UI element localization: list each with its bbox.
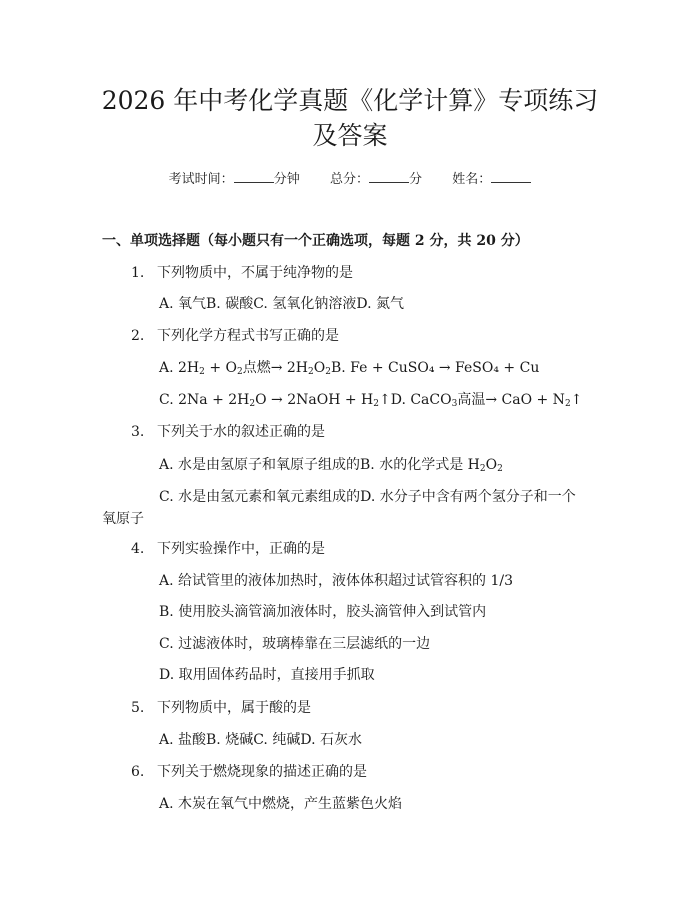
question-text: 下列化学方程式书写正确的是 bbox=[157, 328, 339, 344]
question-1-options bbox=[159, 293, 404, 313]
document-title-line2: 及答案 bbox=[312, 121, 388, 150]
option-d: D. 石灰水 bbox=[300, 732, 362, 748]
option-c: C. 过滤液体时，玻璃棒靠在三层滤纸的一边 bbox=[159, 636, 431, 652]
section-heading: 一、单项选择题（每小题只有一个正确选项，每题 2 分，共 20 分） bbox=[102, 233, 529, 249]
question-number: 5. bbox=[131, 700, 145, 716]
question-4 bbox=[131, 538, 325, 558]
option-d-continuation: 氧原子 bbox=[102, 511, 144, 527]
option-a: A. 盐酸 bbox=[159, 732, 207, 748]
question-number: 2. bbox=[131, 328, 145, 344]
question-3-options-row1 bbox=[159, 454, 503, 474]
option-b: B. Fe + CuSO₄ → FeSO₄ + Cu bbox=[330, 360, 540, 376]
question-5 bbox=[131, 697, 311, 717]
score-blank[interactable] bbox=[369, 170, 409, 183]
name-blank[interactable] bbox=[491, 170, 531, 183]
option-a: A. 给试管里的液体加热时，液体体积超过试管容积的 1/3 bbox=[159, 573, 513, 589]
option-c: C. 水是由氢元素和氧元素组成的 bbox=[159, 489, 361, 505]
question-text: 下列物质中，属于酸的是 bbox=[157, 700, 311, 716]
question-text: 下列物质中，不属于纯净物的是 bbox=[157, 265, 353, 281]
question-number: 6. bbox=[131, 764, 145, 780]
question-1 bbox=[131, 262, 353, 282]
question-number: 1. bbox=[131, 265, 145, 281]
question-5-options bbox=[159, 729, 362, 749]
option-a: A. 水是由氢原子和氧原子组成的 bbox=[159, 457, 361, 473]
option-c: C. 纯碱 bbox=[253, 732, 301, 748]
question-text: 下列实验操作中，正确的是 bbox=[157, 541, 325, 557]
option-b: B. 烧碱 bbox=[206, 732, 254, 748]
question-2-options-row2 bbox=[159, 389, 582, 409]
question-text: 下列关于燃烧现象的描述正确的是 bbox=[157, 764, 367, 780]
question-3 bbox=[131, 421, 325, 441]
option-d: D. 氮气 bbox=[356, 296, 404, 312]
option-b: B. 水的化学式是 $H_2O_2$ bbox=[360, 457, 503, 474]
document-title-line1: 2026 年中考化学真题《化学计算》专项练习 bbox=[101, 86, 599, 115]
question-number: 4. bbox=[131, 541, 145, 557]
question-2 bbox=[131, 325, 339, 345]
name-label: 姓名： bbox=[452, 172, 492, 187]
score-unit: 分 bbox=[409, 172, 423, 187]
option-a: A. 氧气 bbox=[159, 296, 207, 312]
option-a: A. $2H_2 + O_2$点燃→ $2H_2O_2$ bbox=[159, 360, 331, 377]
question-number: 3. bbox=[131, 424, 145, 440]
time-label: 考试时间： bbox=[168, 172, 234, 187]
question-6 bbox=[131, 761, 367, 781]
option-a: A. 木炭在氧气中燃烧，产生蓝紫色火焰 bbox=[159, 796, 403, 812]
option-d: D. CaCO$_3$高温→ CaO + $N_2↑$ bbox=[390, 392, 583, 409]
question-text: 下列关于水的叙述正确的是 bbox=[157, 424, 325, 440]
option-d: D. 水分子中含有两个氢分子和一个 bbox=[360, 489, 576, 505]
time-unit: 分钟 bbox=[273, 172, 300, 187]
time-blank[interactable] bbox=[234, 170, 274, 183]
option-b: B. 碳酸 bbox=[206, 296, 254, 312]
exam-info-row bbox=[0, 168, 700, 187]
option-d: D. 取用固体药品时，直接用手抓取 bbox=[159, 667, 375, 683]
question-2-options-row1 bbox=[159, 357, 539, 377]
option-b: B. 使用胶头滴管滴加液体时，胶头滴管伸入到试管内 bbox=[159, 604, 487, 620]
option-c: C. 氢氧化钠溶液 bbox=[253, 296, 357, 312]
question-3-options-row2 bbox=[159, 486, 576, 506]
score-label: 总分： bbox=[329, 172, 369, 187]
option-c: C. $2Na + 2H_2O$ → 2NaOH + $H_2↑$ bbox=[159, 392, 391, 409]
